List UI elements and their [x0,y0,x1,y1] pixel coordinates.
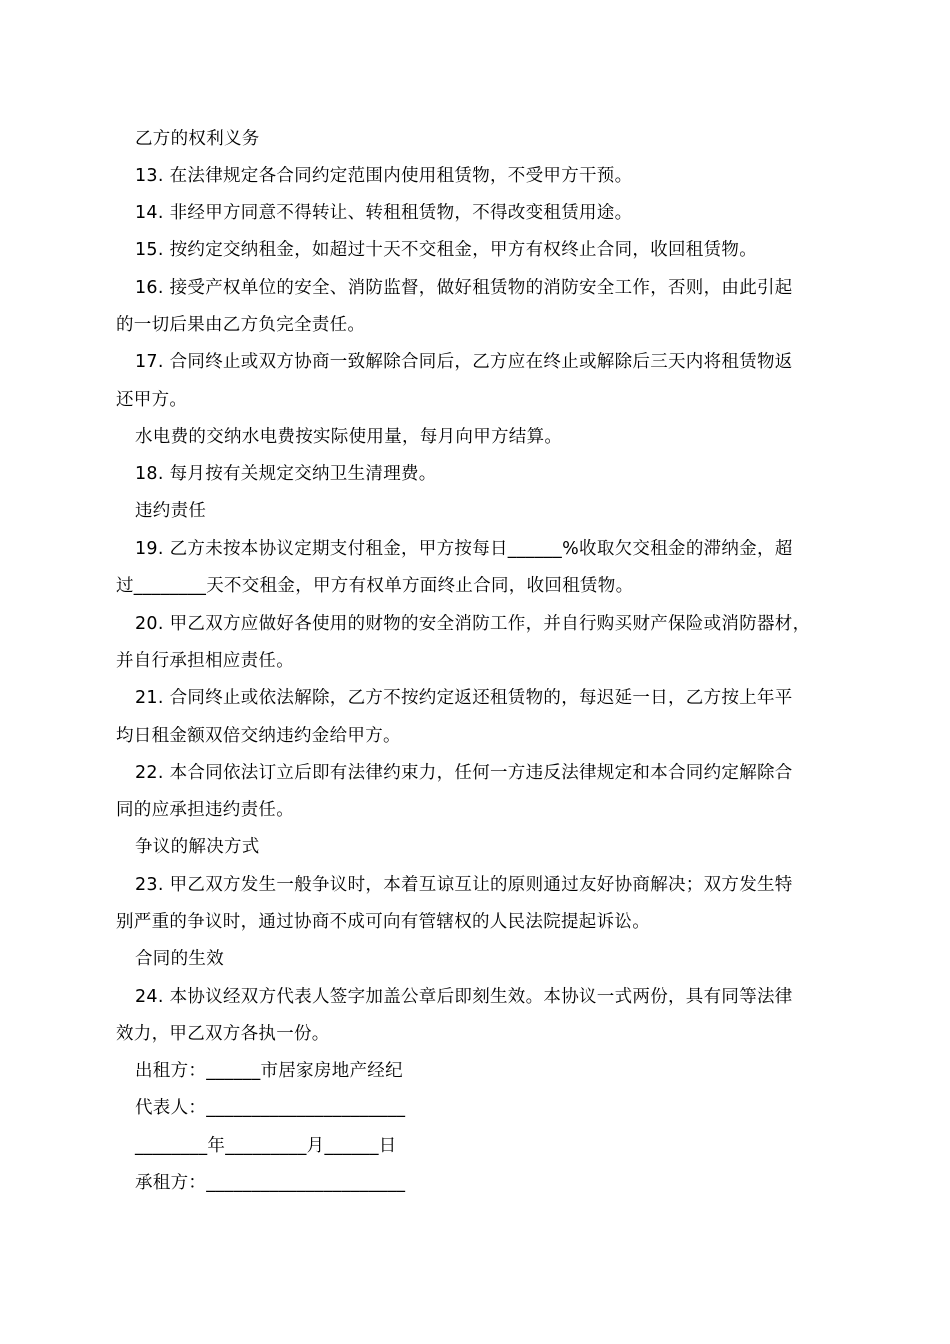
section-heading-party-b-rights: 乙方的权利义务 [135,129,260,149]
clause-18: 18. 每月按有关规定交纳卫生清理费。 [135,464,437,484]
clause-21-line-1: 21. 合同终止或依法解除，乙方不按约定返还租赁物的，每迟延一日，乙方按上年平 [135,688,793,708]
clause-23-line-2: 别严重的争议时，通过协商不成可向有管辖权的人民法院提起诉讼。 [116,912,650,932]
clause-21-line-2: 均日租金额双倍交纳违约金给甲方。 [116,726,401,746]
clause-17-line-2: 还甲方。 [116,390,188,410]
clause-19-line-2: 过________天不交租金，甲方有权单方面终止合同，收回租赁物。 [116,576,634,596]
clause-15: 15. 按约定交纳租金，如超过十天不交租金，甲方有权终止合同，收回租赁物。 [135,240,757,260]
clause-16-line-1: 16. 接受产权单位的安全、消防监督，做好租赁物的消防安全工作，否则，由此引起 [135,278,793,298]
section-heading-liability: 违约责任 [135,501,207,521]
clause-14: 14. 非经甲方同意不得转让、转租租赁物，不得改变租赁用途。 [135,203,633,223]
clause-19-line-1: 19. 乙方未按本协议定期支付租金，甲方按每日______%收取欠交租金的滞纳金，超 [135,539,793,559]
clause-22-line-2: 同的应承担违约责任。 [116,800,294,820]
section-heading-effectiveness: 合同的生效 [135,949,224,969]
clause-23-line-1: 23. 甲乙双方发生一般争议时，本着互谅互让的原则通过友好协商解决；双方发生特 [135,875,793,895]
clause-17-line-1: 17. 合同终止或双方协商一致解除合同后，乙方应在终止或解除后三天内将租赁物返 [135,352,793,372]
clause-24-line-1: 24. 本协议经双方代表人签字加盖公章后即刻生效。本协议一式两份，具有同等法律 [135,987,793,1007]
clause-20-line-1: 20. 甲乙双方应做好各使用的财物的安全消防工作，并自行购买财产保险或消防器材， [135,614,811,634]
date-line: ________年_________月______日 [135,1136,397,1156]
utilities-paragraph: 水电费的交纳水电费按实际使用量，每月向甲方结算。 [135,427,563,447]
clause-22-line-1: 22. 本合同依法订立后即有法律约束力，任何一方违反法律规定和本合同约定解除合 [135,763,793,783]
clause-24-line-2: 效力，甲乙双方各执一份。 [116,1024,330,1044]
lessor-signature-line: 出租方：______市居家房地产经纪 [135,1061,403,1081]
lessee-signature-line: 承租方：______________________ [135,1173,406,1193]
section-heading-dispute-resolution: 争议的解决方式 [135,837,260,857]
clause-20-line-2: 并自行承担相应责任。 [116,651,294,671]
clause-13: 13. 在法律规定各合同约定范围内使用租赁物，不受甲方干预。 [135,166,633,186]
representative-signature-line: 代表人：______________________ [135,1098,406,1118]
clause-16-line-2: 的一切后果由乙方负完全责任。 [116,315,366,335]
